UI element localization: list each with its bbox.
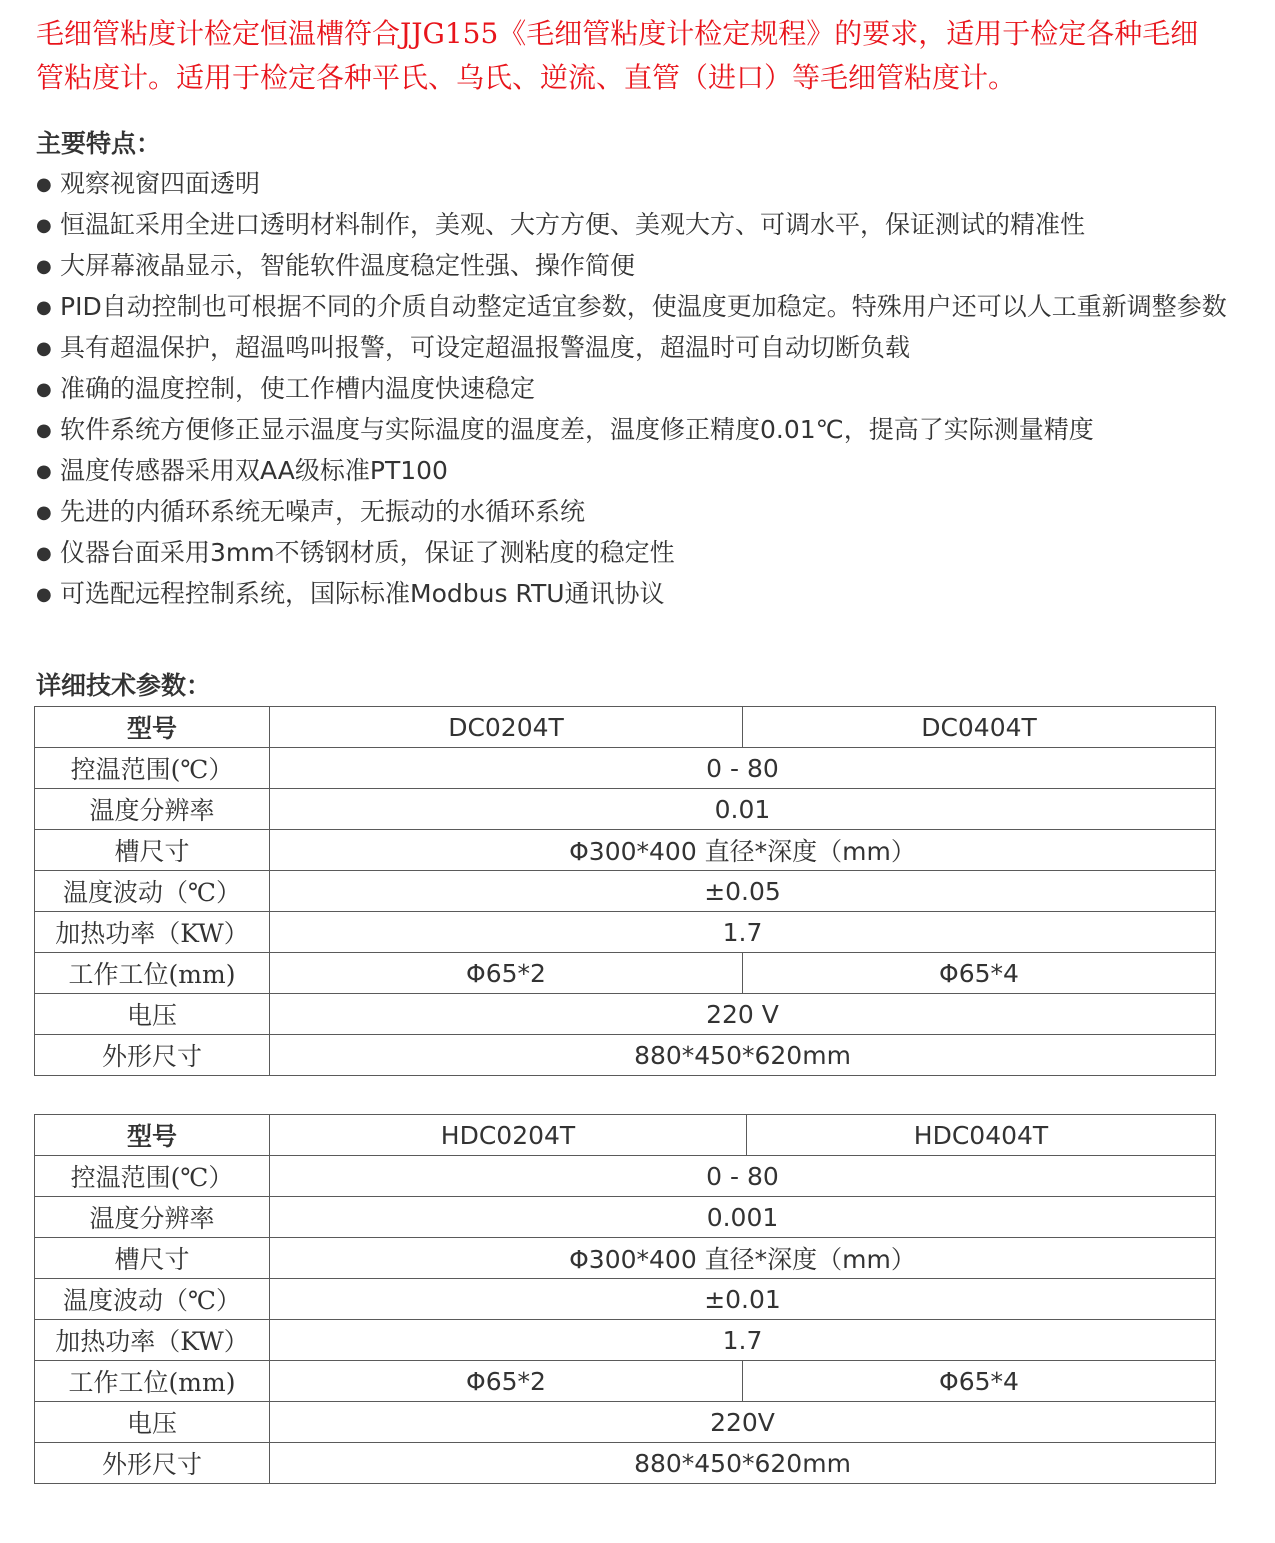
- table-row: [35, 1361, 1216, 1402]
- label-voltage: 电压: [35, 1402, 270, 1443]
- feature-text: 准确的温度控制，使工作槽内温度快速稳定: [60, 374, 536, 403]
- model-b: HDC0404T: [747, 1115, 1216, 1156]
- feature-text: 观察视窗四面透明: [60, 169, 261, 198]
- bullet-icon: ●: [36, 502, 52, 523]
- model-a: DC0204T: [270, 707, 743, 748]
- value-fluctuation: ±0.05: [270, 871, 1216, 912]
- table-row: [35, 1320, 1216, 1361]
- feature-item: [36, 164, 1231, 205]
- table-row: [35, 1279, 1216, 1320]
- value-range: 0 - 80: [270, 748, 1216, 789]
- label-voltage: 电压: [35, 994, 270, 1035]
- value-power: 1.7: [270, 912, 1216, 953]
- value-size: Φ300*400 直径*深度（mm）: [270, 830, 1216, 871]
- table-row: [35, 912, 1216, 953]
- feature-item: [36, 369, 1231, 410]
- table-row: [35, 789, 1216, 830]
- spec-table-dc: [34, 706, 1216, 1076]
- table-row: [35, 1402, 1216, 1443]
- bullet-icon: ●: [36, 215, 52, 236]
- feature-text: 大屏幕液晶显示，智能软件温度稳定性强、操作简便: [60, 251, 636, 280]
- model-a: HDC0204T: [270, 1115, 747, 1156]
- intro-paragraph: 毛细管粘度计检定恒温槽符合JJG155《毛细管粘度计检定规程》的要求，适用于检定各种毛细管粘度计。适用于检定各种平氏、乌氏、逆流、直管（进口）等毛细管粘度计。: [36, 17, 1199, 94]
- value-voltage: 220 V: [270, 994, 1216, 1035]
- value-resolution: 0.001: [270, 1197, 1216, 1238]
- table-row: [35, 953, 1216, 994]
- table-row: [35, 871, 1216, 912]
- label-dimensions: 外形尺寸: [35, 1443, 270, 1484]
- feature-item: [36, 410, 1231, 451]
- table-row: [35, 1443, 1216, 1484]
- label-dimensions: 外形尺寸: [35, 1035, 270, 1076]
- value-dimensions: 880*450*620mm: [270, 1443, 1216, 1484]
- label-range: 控温范围(℃）: [35, 1156, 270, 1197]
- feature-text: 温度传感器采用双AA级标准PT100: [60, 456, 448, 485]
- bullet-icon: ●: [36, 174, 52, 195]
- label-fluctuation: 温度波动（℃）: [35, 1279, 270, 1320]
- stations-a: Φ65*2: [466, 958, 546, 988]
- model-b: DC0404T: [743, 707, 1216, 748]
- label-resolution: 温度分辨率: [35, 789, 270, 830]
- table-row: [35, 1115, 1216, 1156]
- table-row: [35, 830, 1216, 871]
- label-size: 槽尺寸: [35, 1238, 270, 1279]
- table-row: [35, 1197, 1216, 1238]
- label-model: 型号: [35, 707, 270, 748]
- feature-text: 恒温缸采用全进口透明材料制作，美观、大方方便、美观大方、可调水平，保证测试的精准性: [60, 210, 1086, 239]
- bullet-icon: ●: [36, 379, 52, 400]
- stations-a: Φ65*2: [466, 1366, 546, 1396]
- feature-text: PID自动控制也可根据不同的介质自动整定适宜参数，使温度更加稳定。特殊用户还可以人工重新调整参数: [60, 292, 1227, 321]
- features-list: [36, 164, 1231, 615]
- label-range: 控温范围(℃）: [35, 748, 270, 789]
- bullet-icon: ●: [36, 256, 52, 277]
- label-fluctuation: 温度波动（℃）: [35, 871, 270, 912]
- label-model: 型号: [35, 1115, 270, 1156]
- stations-b: Φ65*4: [742, 953, 1215, 993]
- feature-item: [36, 287, 1231, 328]
- table-row: [35, 1238, 1216, 1279]
- value-power: 1.7: [270, 1320, 1216, 1361]
- bullet-icon: ●: [36, 461, 52, 482]
- table-row: [35, 1035, 1216, 1076]
- feature-item: [36, 451, 1231, 492]
- feature-text: 软件系统方便修正显示温度与实际温度的温度差，温度修正精度0.01℃，提高了实际测量精度: [60, 415, 1094, 444]
- feature-item: [36, 246, 1231, 287]
- features-heading: 主要特点：: [36, 129, 162, 158]
- bullet-icon: ●: [36, 338, 52, 359]
- label-stations: 工作工位(mm): [35, 1361, 270, 1402]
- feature-item: [36, 492, 1231, 533]
- bullet-icon: ●: [36, 420, 52, 441]
- label-stations: 工作工位(mm): [35, 953, 270, 994]
- table-row: [35, 707, 1216, 748]
- value-size: Φ300*400 直径*深度（mm）: [270, 1238, 1216, 1279]
- table-row: [35, 1156, 1216, 1197]
- label-resolution: 温度分辨率: [35, 1197, 270, 1238]
- spec-table-hdc: [34, 1114, 1216, 1484]
- bullet-icon: ●: [36, 543, 52, 564]
- feature-item: [36, 328, 1231, 369]
- value-fluctuation: ±0.01: [270, 1279, 1216, 1320]
- table-row: [35, 748, 1216, 789]
- feature-text: 可选配远程控制系统，国际标准Modbus RTU通讯协议: [60, 579, 665, 608]
- value-stations: [270, 953, 1216, 994]
- bullet-icon: ●: [36, 297, 52, 318]
- stations-b: Φ65*4: [742, 1361, 1215, 1401]
- feature-text: 仪器台面采用3mm不锈钢材质，保证了测粘度的稳定性: [60, 538, 675, 567]
- value-voltage: 220V: [270, 1402, 1216, 1443]
- table-row: [35, 994, 1216, 1035]
- specs-heading: 详细技术参数：: [36, 671, 212, 700]
- feature-text: 先进的内循环系统无噪声，无振动的水循环系统: [60, 497, 586, 526]
- value-resolution: 0.01: [270, 789, 1216, 830]
- bullet-icon: ●: [36, 584, 52, 605]
- feature-item: [36, 533, 1231, 574]
- feature-item: [36, 205, 1231, 246]
- feature-item: [36, 574, 1231, 615]
- feature-text: 具有超温保护，超温鸣叫报警，可设定超温报警温度，超温时可自动切断负载: [60, 333, 911, 362]
- value-stations: [270, 1361, 1216, 1402]
- value-range: 0 - 80: [270, 1156, 1216, 1197]
- label-power: 加热功率（KW）: [35, 1320, 270, 1361]
- value-dimensions: 880*450*620mm: [270, 1035, 1216, 1076]
- label-size: 槽尺寸: [35, 830, 270, 871]
- label-power: 加热功率（KW）: [35, 912, 270, 953]
